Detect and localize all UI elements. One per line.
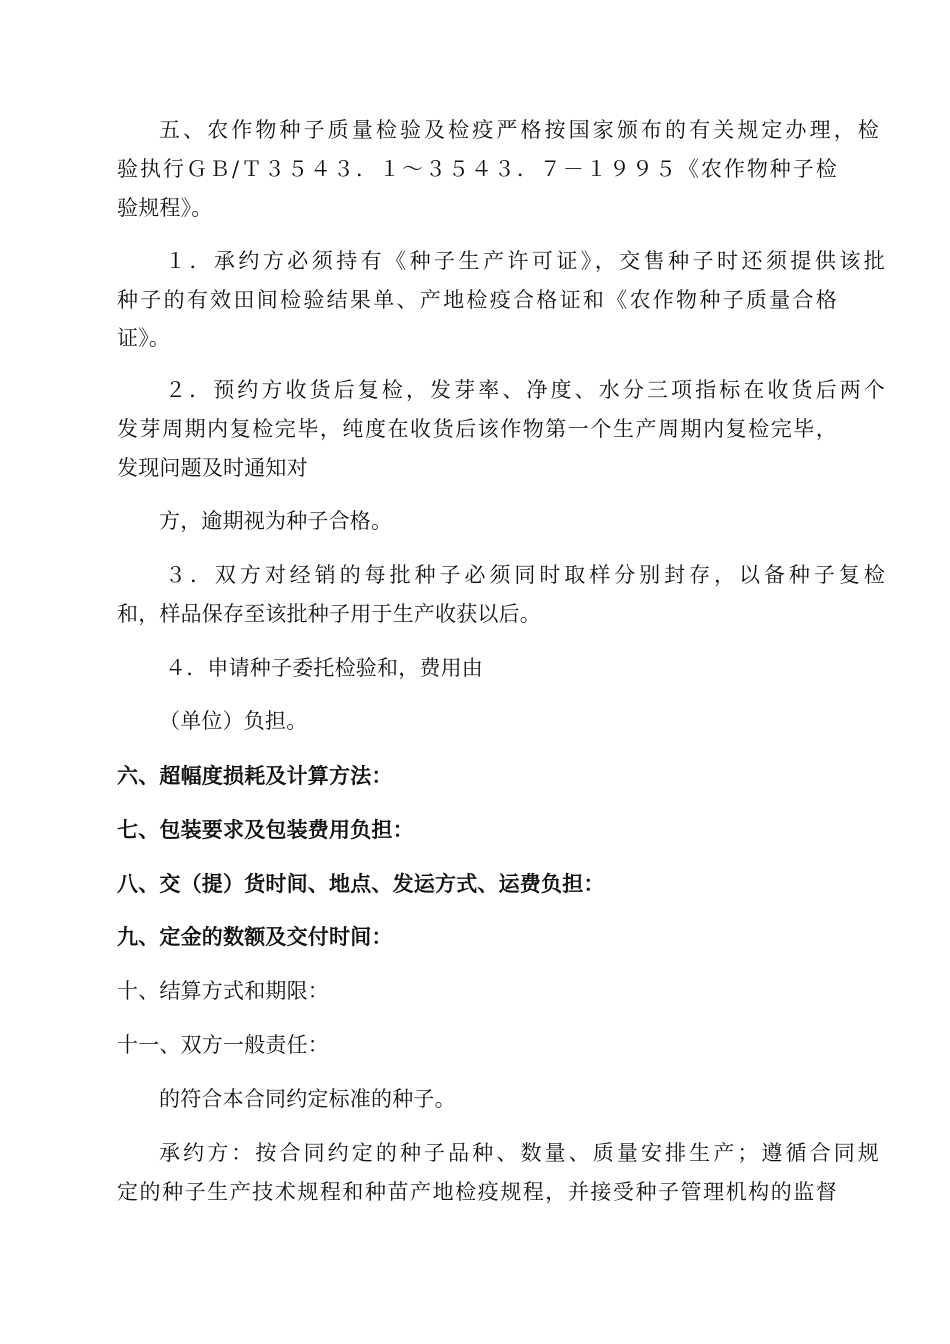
section-11-line-1: 的符合本合同约定标准的种子。: [159, 1087, 456, 1111]
item-4-line-1: ４．申请种子委托检验和，费用由: [165, 656, 483, 680]
item-3-line-1: ３．双方对经销的每批种子必须同时取样分别封存，以备种子复检: [165, 563, 885, 587]
paragraph-5-line-2: 验执行ＧＢ/Ｔ３５４３．１～３５４３．７－１９９５《农作物种子检: [117, 157, 837, 181]
section-9-heading: 九、定金的数额及交付时间：: [117, 924, 393, 949]
contractor-paragraph-line-1: 承约方：按合同约定的种子品种、数量、质量安排生产；遵循合同规: [159, 1141, 879, 1165]
section-6-heading: 六、超幅度损耗及计算方法：: [117, 763, 393, 788]
item-2-line-3: 发现问题及时通知对: [117, 456, 308, 480]
section-11-heading: 十一、双方一般责任：: [117, 1033, 329, 1057]
item-1-line-1: １．承约方必须持有《种子生产许可证》，交售种子时还须提供该批: [165, 249, 885, 273]
section-10-heading: 十、结算方式和期限：: [117, 979, 329, 1003]
item-2-line-1: ２．预约方收货后复检，发芽率、净度、水分三项指标在收货后两个: [165, 378, 885, 402]
contractor-paragraph-line-2: 定的种子生产技术规程和种苗产地检疫规程，并接受种子管理机构的监督: [117, 1180, 837, 1204]
item-2-line-2: 发芽周期内复检完毕，纯度在收货后该作物第一个生产周期内复检完毕，: [117, 417, 837, 441]
section-7-heading: 七、包装要求及包装费用负担：: [117, 817, 414, 842]
paragraph-5-line-3: 验规程》。: [117, 196, 213, 220]
item-2-continuation: 方，逾期视为种子合格。: [159, 509, 393, 533]
item-1-line-3: 证》。: [117, 326, 171, 350]
item-3-line-2: 和，样品保存至该批种子用于生产收获以后。: [117, 602, 541, 626]
section-8-heading: 八、交（提）货时间、地点、发运方式、运费负担：: [117, 871, 605, 896]
paragraph-5-line-1: 五、农作物种子质量检验及检疫严格按国家颁布的有关规定办理，检: [159, 118, 879, 142]
item-1-line-2: 种子的有效田间检验结果单、产地检疫合格证和《农作物种子质量合格: [117, 288, 837, 312]
item-4-continuation: （单位）负担。: [159, 709, 308, 733]
